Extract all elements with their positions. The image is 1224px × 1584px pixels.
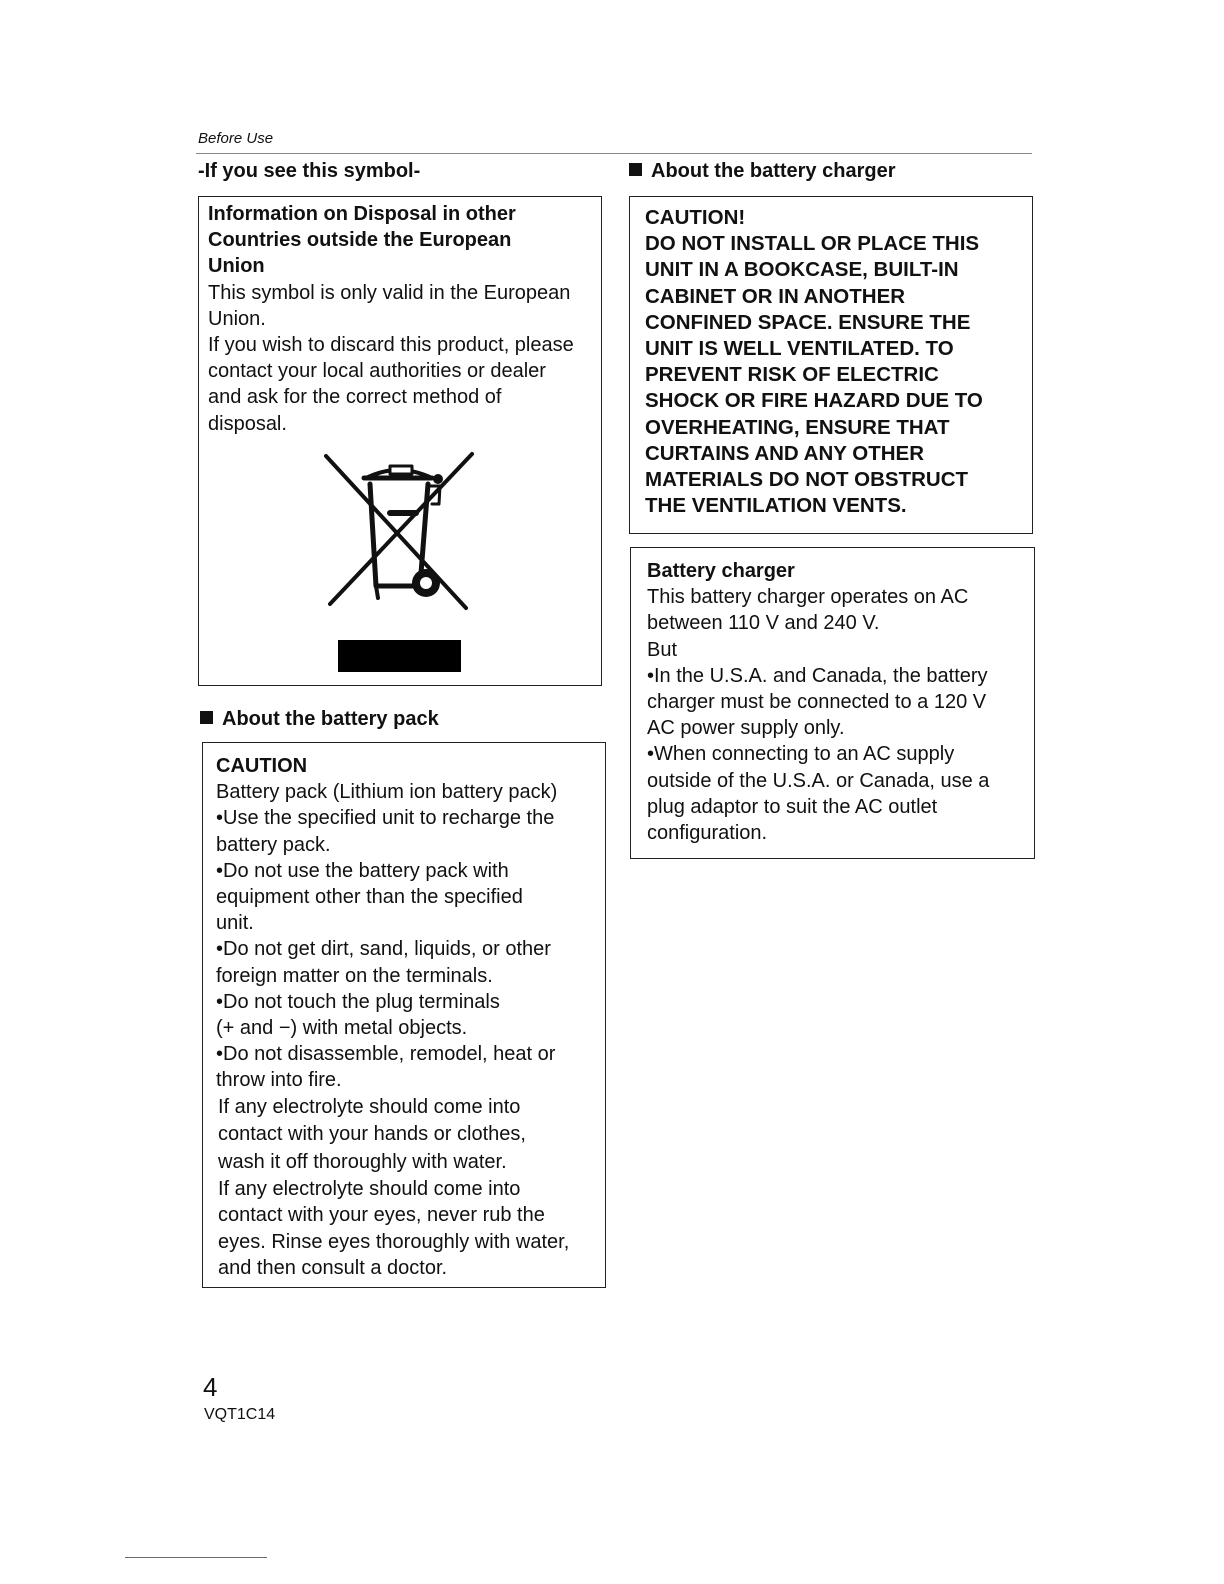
symbol-heading: -If you see this symbol- <box>198 160 421 182</box>
battery-pack-caution-title: CAUTION <box>216 755 308 777</box>
battery-pack-heading: About the battery pack <box>200 708 439 731</box>
section-label: Before Use <box>198 130 274 147</box>
battery-pack-bullet: •Do not get dirt, sand, liquids, or other foreign matter on the terminals. <box>216 938 551 987</box>
disposal-para-1: This symbol is only valid in the European Union. <box>208 281 571 330</box>
square-bullet-icon <box>200 711 213 724</box>
battery-charger-bullet: •In the U.S.A. and Canada, the battery charger must be connected to a 120 V AC power supply only. <box>647 664 988 740</box>
black-bar <box>338 640 461 672</box>
footer-link-underline <box>125 1557 267 1558</box>
charger-caution-title: CAUTION! <box>645 206 746 229</box>
square-bullet-icon <box>629 163 642 176</box>
battery-pack-box <box>202 742 606 1288</box>
battery-pack-text <box>216 753 602 1281</box>
battery-pack-bullet: •Use the specified unit to recharge the battery pack. <box>216 807 555 856</box>
battery-pack-bullet: •Do not disassemble, remodel, heat or throw into fire. <box>216 1043 556 1092</box>
header-rule <box>196 153 1032 154</box>
battery-pack-bullet: •Do not use the battery pack with equipment other than the specified unit. <box>216 859 523 935</box>
page-number: 4 <box>203 1372 218 1402</box>
battery-pack-bullet: •Do not touch the plug terminals (+ and −) with metal objects. <box>216 990 500 1040</box>
charger-heading: About the battery charger <box>629 160 895 183</box>
battery-charger-box <box>630 547 1035 859</box>
battery-charger-para: This battery charger operates on AC between 110 V and 240 V. But <box>647 586 969 661</box>
battery-pack-subtitle: Battery pack (Lithium ion battery pack) <box>216 781 558 804</box>
model-code: VQT1C14 <box>204 1406 276 1423</box>
battery-pack-para-1: If any electrolyte should come into contact with your hands or clothes, wash it off thoroughly with water. <box>218 1095 526 1173</box>
charger-caution-text: CAUTION! DO NOT INSTALL OR PLACE THIS UNIT IN A BOOKCASE, BUILT-IN CABINET OR IN ANOTHER CONFINED SPACE. ENSURE THE UNIT IS WELL VENTILATED. TO PREVENT RISK OF ELECTRIC SHOCK OR FIRE HAZARD DUE TO OVERHEATING, ENSURE THAT CURTAINS AND ANY OTHER MATERIALS DO NOT OBSTRUCT THE VENTILATION VENTS. <box>645 205 1031 519</box>
battery-charger-text <box>647 558 1033 846</box>
disposal-title: Information on Disposal in other Countries outside the European Union <box>208 203 516 278</box>
disposal-text <box>208 201 598 437</box>
battery-charger-bullet: •When connecting to an AC supply outside of the U.S.A. or Canada, use a plug adaptor to suit the AC outlet configuration. <box>647 743 990 845</box>
crossed-out-wheeled-bin-icon <box>320 448 480 618</box>
battery-charger-title: Battery charger <box>647 560 795 582</box>
battery-pack-para-2: If any electrolyte should come into contact with your eyes, never rub the eyes. Rinse eyes thoroughly with water, and then consult a doctor. <box>218 1178 570 1279</box>
disposal-para-2: If you wish to discard this product, please contact your local authorities or dealer and ask for the correct method of disposal. <box>208 334 574 435</box>
charger-caution-box <box>629 196 1033 534</box>
